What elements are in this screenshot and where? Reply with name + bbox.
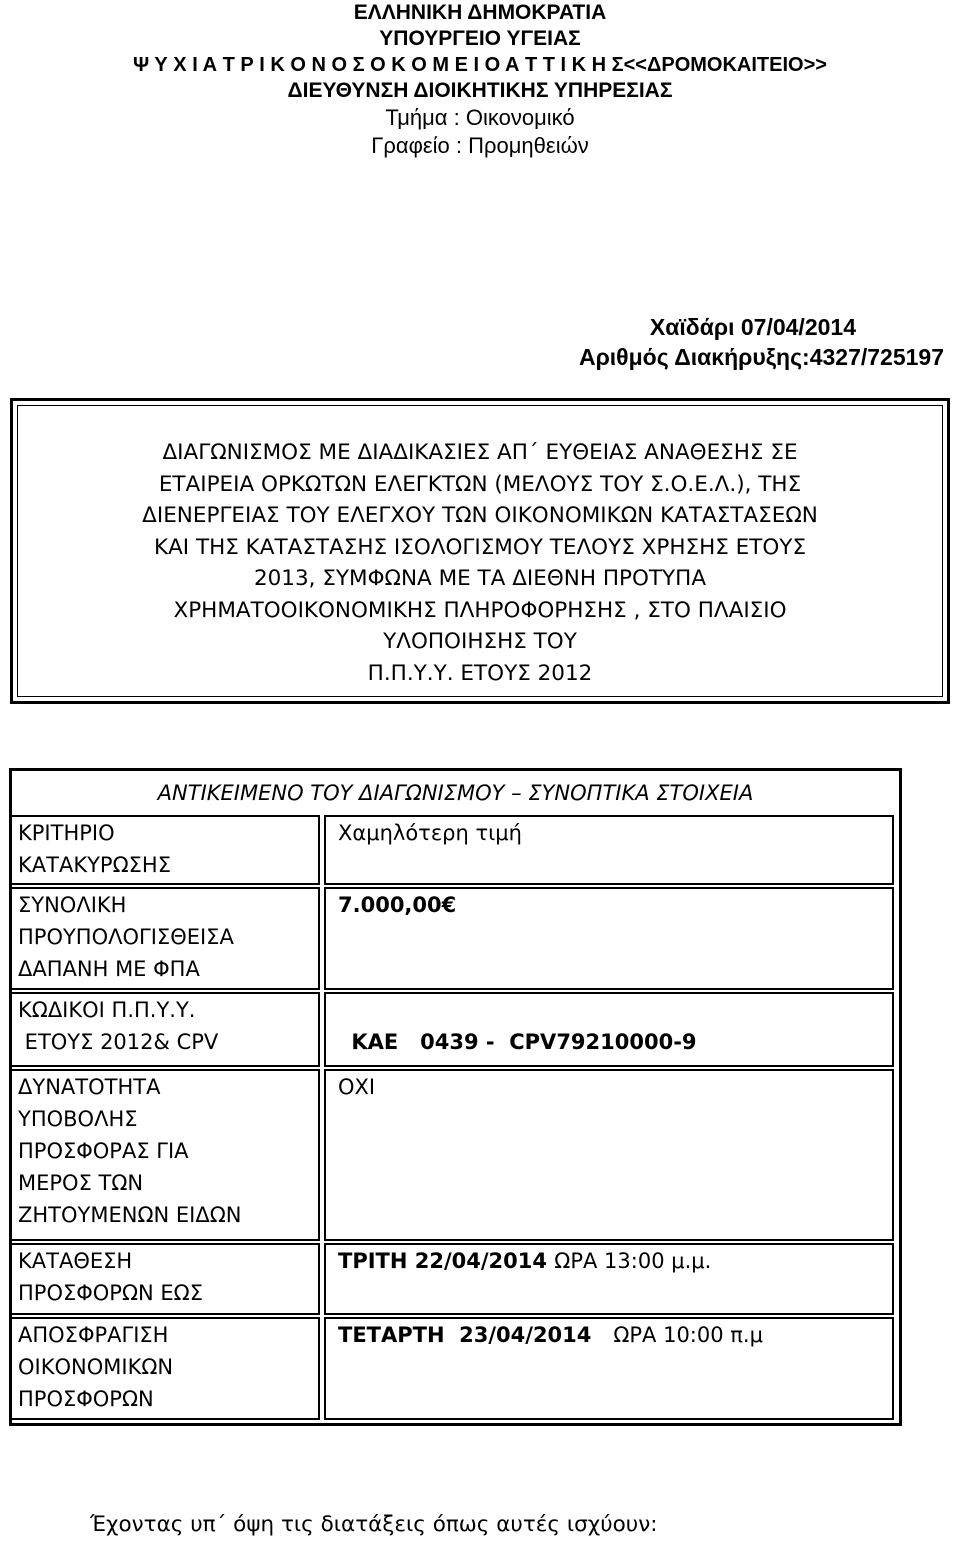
row-value-award-criterion xyxy=(324,815,894,885)
row-value-submission-deadline xyxy=(324,1243,894,1315)
tender-title-line: ΚΑΙ ΤΗΣ ΚΑΤΑΣΤΑΣΗΣ ΙΣΟΛΟΓΙΣΜΟΥ ΤΕΛΟΥΣ ΧΡΗΣΗΣ ΕΤΟΥΣ xyxy=(153,534,807,560)
letterhead-line-department: Τμήμα : Οικονομικό xyxy=(385,105,575,130)
place-date: Χαϊδάρι 07/04/2014 xyxy=(649,314,856,340)
row-label-codes xyxy=(10,992,320,1067)
row-value-partial-offers xyxy=(324,1069,894,1241)
letterhead-line-directorate: ΔΙΕΥΘΥΝΣΗ ΔΙΟΙΚΗΤΙΚΗΣ ΥΠΗΡΕΣΙΑΣ xyxy=(287,79,673,102)
label-line: ΑΠΟΣΦΡΑΓΙΣΗ xyxy=(18,1323,169,1347)
tender-title-line: ΧΡΗΜΑΤΟΟΙΚΟΝΟΜΙΚΗΣ ΠΛΗΡΟΦΟΡΗΣΗΣ , ΣΤΟ ΠΛΑΙΣΙΟ xyxy=(173,597,787,623)
tender-title-line: ΔΙΑΓΩΝΙΣΜΟΣ ΜΕ ΔΙΑΔΙΚΑΣΙΕΣ ΑΠ΄ ΕΥΘΕΙΑΣ ΑΝΑΘΕΣΗΣ ΣΕ xyxy=(162,440,798,465)
label-line: ΠΡΟΣΦΟΡΑΣ ΓΙΑ xyxy=(18,1139,189,1163)
footer-text: Έχοντας υπ΄ όψη τις διατάξεις όπως αυτές ισχύουν: xyxy=(90,1512,658,1537)
tender-title-line: ΥΛΟΠΟΙΗΣΗΣ ΤΟΥ xyxy=(383,629,577,654)
label-line: ΔΑΠΑΝΗ ΜΕ ΦΠΑ xyxy=(18,957,200,981)
row-label-partial-offers xyxy=(10,1069,320,1241)
value-text: ΩΡΑ 10:00 π.μ xyxy=(613,1323,763,1347)
label-line: ΠΡΟΥΠΟΛΟΓΙΣΘΕΙΣΑ xyxy=(18,925,234,949)
value-text: Χαμηλότερη τιμή xyxy=(338,821,522,845)
row-value-opening xyxy=(324,1317,894,1420)
summary-table-title: ΑΝΤΙΚΕΙΜΕΝΟ ΤΟΥ ΔΙΑΓΩΝΙΣΜΟΥ – ΣΥΝΟΠΤΙΚΑ ΣΤΟΙΧΕΙΑ xyxy=(157,781,754,805)
letterhead-line-hospital: Ψ Υ Χ Ι Α Τ Ρ Ι Κ Ο Ν Ο Σ Ο Κ Ο Μ Ε Ι Ο Α Τ Τ Ι Κ Η Σ<<ΔΡΟΜΟΚΑΙΤΕΙΟ>> xyxy=(133,54,827,76)
tender-title-line: 2013, ΣΥΜΦΩΝΑ ΜΕ ΤΑ ΔΙΕΘΝΗ ΠΡΟΤΥΠΑ xyxy=(253,566,707,591)
letterhead-line-office: Γραφείο : Προμηθειών xyxy=(371,133,589,158)
label-line: ΠΡΟΣΦΟΡΩΝ ΕΩΣ xyxy=(18,1281,203,1305)
label-line: ΔΥΝΑΤΟΤΗΤΑ xyxy=(18,1075,161,1099)
row-label-award-criterion xyxy=(10,815,320,885)
label-line: ΠΡΟΣΦΟΡΩΝ xyxy=(18,1387,154,1411)
value-text-bold: 7.000,00€ xyxy=(338,893,457,917)
letterhead-line-country: ΕΛΛΗΝΙΚΗ ΔΗΜΟΚΡΑΤΙΑ xyxy=(353,1,607,24)
tender-title-line: ΔΙΕΝΕΡΓΕΙΑΣ ΤΟΥ ΕΛΕΓΧΟΥ ΤΩΝ ΟΙΚΟΝΟΜΙΚΩΝ ΚΑΤΑΣΤΑΣΕΩΝ xyxy=(142,503,818,528)
label-line: ΚΑΤΑΘΕΣΗ xyxy=(18,1249,133,1273)
row-label-total-budget xyxy=(10,887,320,990)
letterhead-line-ministry: ΥΠΟΥΡΓΕΙΟ ΥΓΕΙΑΣ xyxy=(379,27,581,50)
tender-title-line: Π.Π.Υ.Υ. ΕΤΟΥΣ 2012 xyxy=(367,660,593,686)
row-label-submission-deadline xyxy=(10,1243,320,1315)
label-line: ΜΕΡΟΣ ΤΩΝ xyxy=(18,1171,144,1195)
value-text: ΟΧΙ xyxy=(338,1075,376,1099)
label-line: ΕΤΟΥΣ 2012& CPV xyxy=(18,1030,219,1054)
row-value-total-budget xyxy=(324,887,894,990)
title-box xyxy=(10,398,950,704)
label-line: ΖΗΤΟΥΜΕΝΩΝ ΕΙΔΩΝ xyxy=(18,1203,242,1227)
label-line: ΚΑΤΑΚΥΡΩΣΗΣ xyxy=(18,853,171,877)
tender-title xyxy=(13,437,947,689)
row-label-opening xyxy=(10,1317,320,1420)
value-text-bold: ΚΑΕ 0439 - CPV79210000-9 xyxy=(351,1030,697,1054)
tender-title-line: ΕΤΑΙΡΕΙΑ ΟΡΚΩΤΩΝ ΕΛΕΓΚΤΩΝ (ΜΕΛΟΥΣ ΤΟΥ Σ.Ο.Ε.Λ.), ΤΗΣ xyxy=(158,471,802,497)
label-line: ΚΡΙΤΗΡΙΟ xyxy=(18,821,115,845)
label-line: ΣΥΝΟΛΙΚΗ xyxy=(18,893,127,917)
label-line: ΥΠΟΒΟΛΗΣ xyxy=(18,1107,138,1131)
letterhead xyxy=(0,0,960,160)
value-text-bold: ΤΡΙΤΗ 22/04/2014 xyxy=(338,1249,555,1273)
value-text: ΩΡΑ 13:00 μ.μ. xyxy=(554,1249,712,1273)
row-value-codes xyxy=(324,992,894,1067)
label-line: ΟΙΚΟΝΟΜΙΚΩΝ xyxy=(18,1355,174,1379)
label-line: ΚΩΔΙΚΟΙ Π.Π.Υ.Υ. xyxy=(18,998,196,1022)
value-text-bold: ΤΕΤΑΡΤΗ 23/04/2014 xyxy=(338,1323,614,1347)
notice-number: Αριθμός Διακήρυξης:4327/725197 xyxy=(578,344,944,370)
